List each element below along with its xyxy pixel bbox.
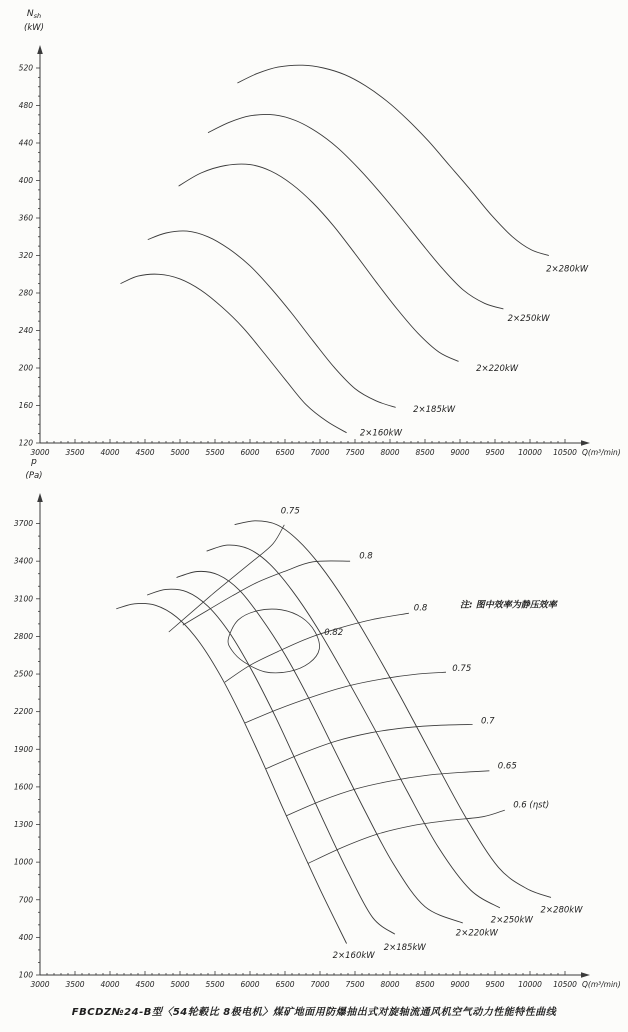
x-tick-label: 7000	[310, 448, 330, 457]
efficiency-contour-1	[183, 561, 350, 625]
x-tick-label: 9500	[485, 980, 505, 989]
static-pressure-chart-curve-2	[177, 571, 463, 923]
x-tick-label: 6000	[240, 980, 260, 989]
efficiency-contour-label-3: 0.82	[324, 628, 344, 639]
x-tick-label: 10500	[553, 448, 577, 457]
shaft-power-chart-curve-label-1: 2×185kW	[413, 405, 456, 416]
static-pressure-chart-curve-0	[116, 603, 346, 943]
x-tick-label: 10000	[518, 448, 542, 457]
x-axis-title: Q(m³/min)	[582, 980, 621, 989]
y-tick-label: 3700	[13, 519, 33, 529]
y-tick-label: 320	[18, 251, 33, 260]
y-tick-label: 200	[18, 363, 33, 373]
x-tick-label: 4000	[100, 980, 120, 989]
x-tick-label: 7500	[345, 448, 365, 457]
x-tick-label: 8000	[380, 980, 400, 989]
x-tick-label: 4500	[135, 448, 155, 457]
y-tick-label: 360	[18, 213, 33, 223]
efficiency-contour-5	[266, 725, 473, 769]
shaft-power-chart-curve-4	[237, 65, 549, 255]
y-tick-label: 1300	[13, 820, 33, 830]
y-tick-label: 280	[18, 288, 33, 298]
y-tick-label: 120	[18, 438, 33, 448]
efficiency-contour-label-5: 0.7	[481, 716, 495, 727]
y-tick-label: 1900	[13, 744, 33, 754]
y-axis-arrow-icon	[37, 45, 43, 54]
x-tick-label: 5000	[170, 448, 190, 457]
efficiency-contour-6	[286, 771, 489, 816]
static-pressure-chart-x-ticks	[30, 971, 577, 989]
y-tick-label: 2200	[13, 707, 33, 717]
y-axis-arrow-icon	[37, 493, 43, 502]
efficiency-contour-7	[308, 810, 505, 863]
static-pressure-chart-curve-label-0: 2×160kW	[332, 951, 375, 962]
static-pressure-chart-curve-label-2: 2×220kW	[455, 928, 498, 939]
x-tick-label: 3500	[65, 980, 85, 989]
x-tick-label: 7500	[345, 980, 365, 989]
y-tick-label: 1000	[13, 857, 33, 867]
x-tick-label: 3000	[30, 980, 50, 989]
y-tick-label: 2800	[13, 631, 33, 641]
shaft-power-chart	[19, 9, 621, 457]
efficiency-contour-label-1: 0.8	[359, 551, 373, 562]
y-tick-label: 520	[18, 63, 33, 73]
x-tick-label: 3000	[30, 448, 50, 457]
x-tick-label: 5500	[205, 448, 225, 457]
x-tick-label: 6500	[275, 448, 295, 457]
static-pressure-chart-y-ticks	[14, 519, 40, 979]
static-pressure-chart-curve-label-3: 2×250kW	[490, 915, 533, 926]
static-pressure-chart-curve-label-4: 2×280kW	[540, 905, 583, 916]
efficiency-contour-label-2: 0.8	[413, 603, 428, 614]
efficiency-contour-label-7: 0.6 (ηst)	[513, 800, 550, 811]
shaft-power-chart-curve-3	[208, 115, 503, 309]
shaft-power-chart-curve-label-3: 2×250kW	[507, 314, 550, 325]
y-axis-title: p	[31, 457, 37, 467]
y-tick-label: 480	[18, 101, 33, 110]
y-axis-unit: (Pa)	[25, 471, 43, 481]
x-axis-arrow-icon	[581, 972, 590, 978]
static-pressure-chart-curve-label-1: 2×185kW	[383, 942, 426, 953]
x-tick-label: 5000	[170, 980, 190, 989]
efficiency-contour-3	[228, 609, 319, 673]
x-tick-label: 4000	[100, 448, 120, 457]
x-tick-label: 9000	[450, 448, 470, 457]
x-axis-title: Q(m³/min)	[582, 448, 621, 457]
y-tick-label: 2500	[13, 669, 33, 679]
x-tick-label: 8500	[415, 980, 435, 989]
x-tick-label: 8000	[380, 448, 400, 457]
efficiency-contour-label-4: 0.75	[452, 663, 472, 674]
shaft-power-chart-curve-label-4: 2×280kW	[546, 264, 589, 275]
shaft-power-chart-curve-2	[179, 164, 459, 361]
chart-caption: FBCDZ№24-B型〈54轮毂比 8极电机〉煤矿地面用防爆抽出式对旋轴流通风机空气动力性能特性曲线	[71, 1007, 557, 1018]
x-tick-label: 5500	[205, 980, 225, 989]
efficiency-contour-label-6: 0.65	[497, 761, 517, 772]
static-pressure-chart-curve-3	[207, 545, 500, 908]
y-tick-label: 400	[18, 932, 33, 942]
x-tick-label: 7000	[310, 980, 330, 989]
x-tick-label: 9500	[485, 448, 505, 457]
x-axis-arrow-icon	[581, 440, 590, 446]
x-tick-label: 9000	[450, 980, 470, 989]
x-tick-label: 3500	[65, 448, 85, 457]
y-tick-label: 1600	[13, 782, 33, 792]
shaft-power-chart-curve-label-2: 2×220kW	[476, 363, 519, 374]
y-tick-label: 400	[18, 176, 33, 185]
x-tick-label: 10000	[518, 980, 542, 989]
shaft-power-chart-curve-label-0: 2×160kW	[359, 428, 402, 439]
y-axis-title: $N_{sh}$	[26, 9, 42, 20]
y-tick-label: 3100	[13, 594, 33, 604]
static-pressure-chart	[14, 457, 621, 989]
y-tick-label: 3400	[13, 556, 33, 566]
static-pressure-chart-axes	[40, 499, 585, 975]
shaft-power-chart-x-ticks	[30, 439, 577, 457]
shaft-power-chart-curve-0	[121, 274, 347, 433]
y-tick-label: 700	[18, 895, 33, 905]
x-tick-label: 4500	[135, 980, 155, 989]
x-tick-label: 6000	[240, 448, 260, 457]
static-efficiency-note: 注: 图中效率为静压效率	[460, 600, 557, 611]
y-tick-label: 100	[18, 970, 33, 980]
x-tick-label: 10500	[553, 980, 577, 989]
y-tick-label: 160	[18, 401, 33, 410]
y-tick-label: 240	[18, 326, 33, 335]
y-axis-unit: (kW)	[24, 23, 44, 33]
shaft-power-chart-axes	[40, 51, 585, 443]
efficiency-contour-label-0: 0.75	[280, 506, 300, 517]
static-pressure-chart-curve-1	[147, 589, 395, 934]
x-tick-label: 6500	[275, 980, 295, 989]
x-tick-label: 8500	[415, 448, 435, 457]
y-tick-label: 440	[18, 138, 33, 148]
shaft-power-chart-y-ticks	[19, 64, 40, 448]
